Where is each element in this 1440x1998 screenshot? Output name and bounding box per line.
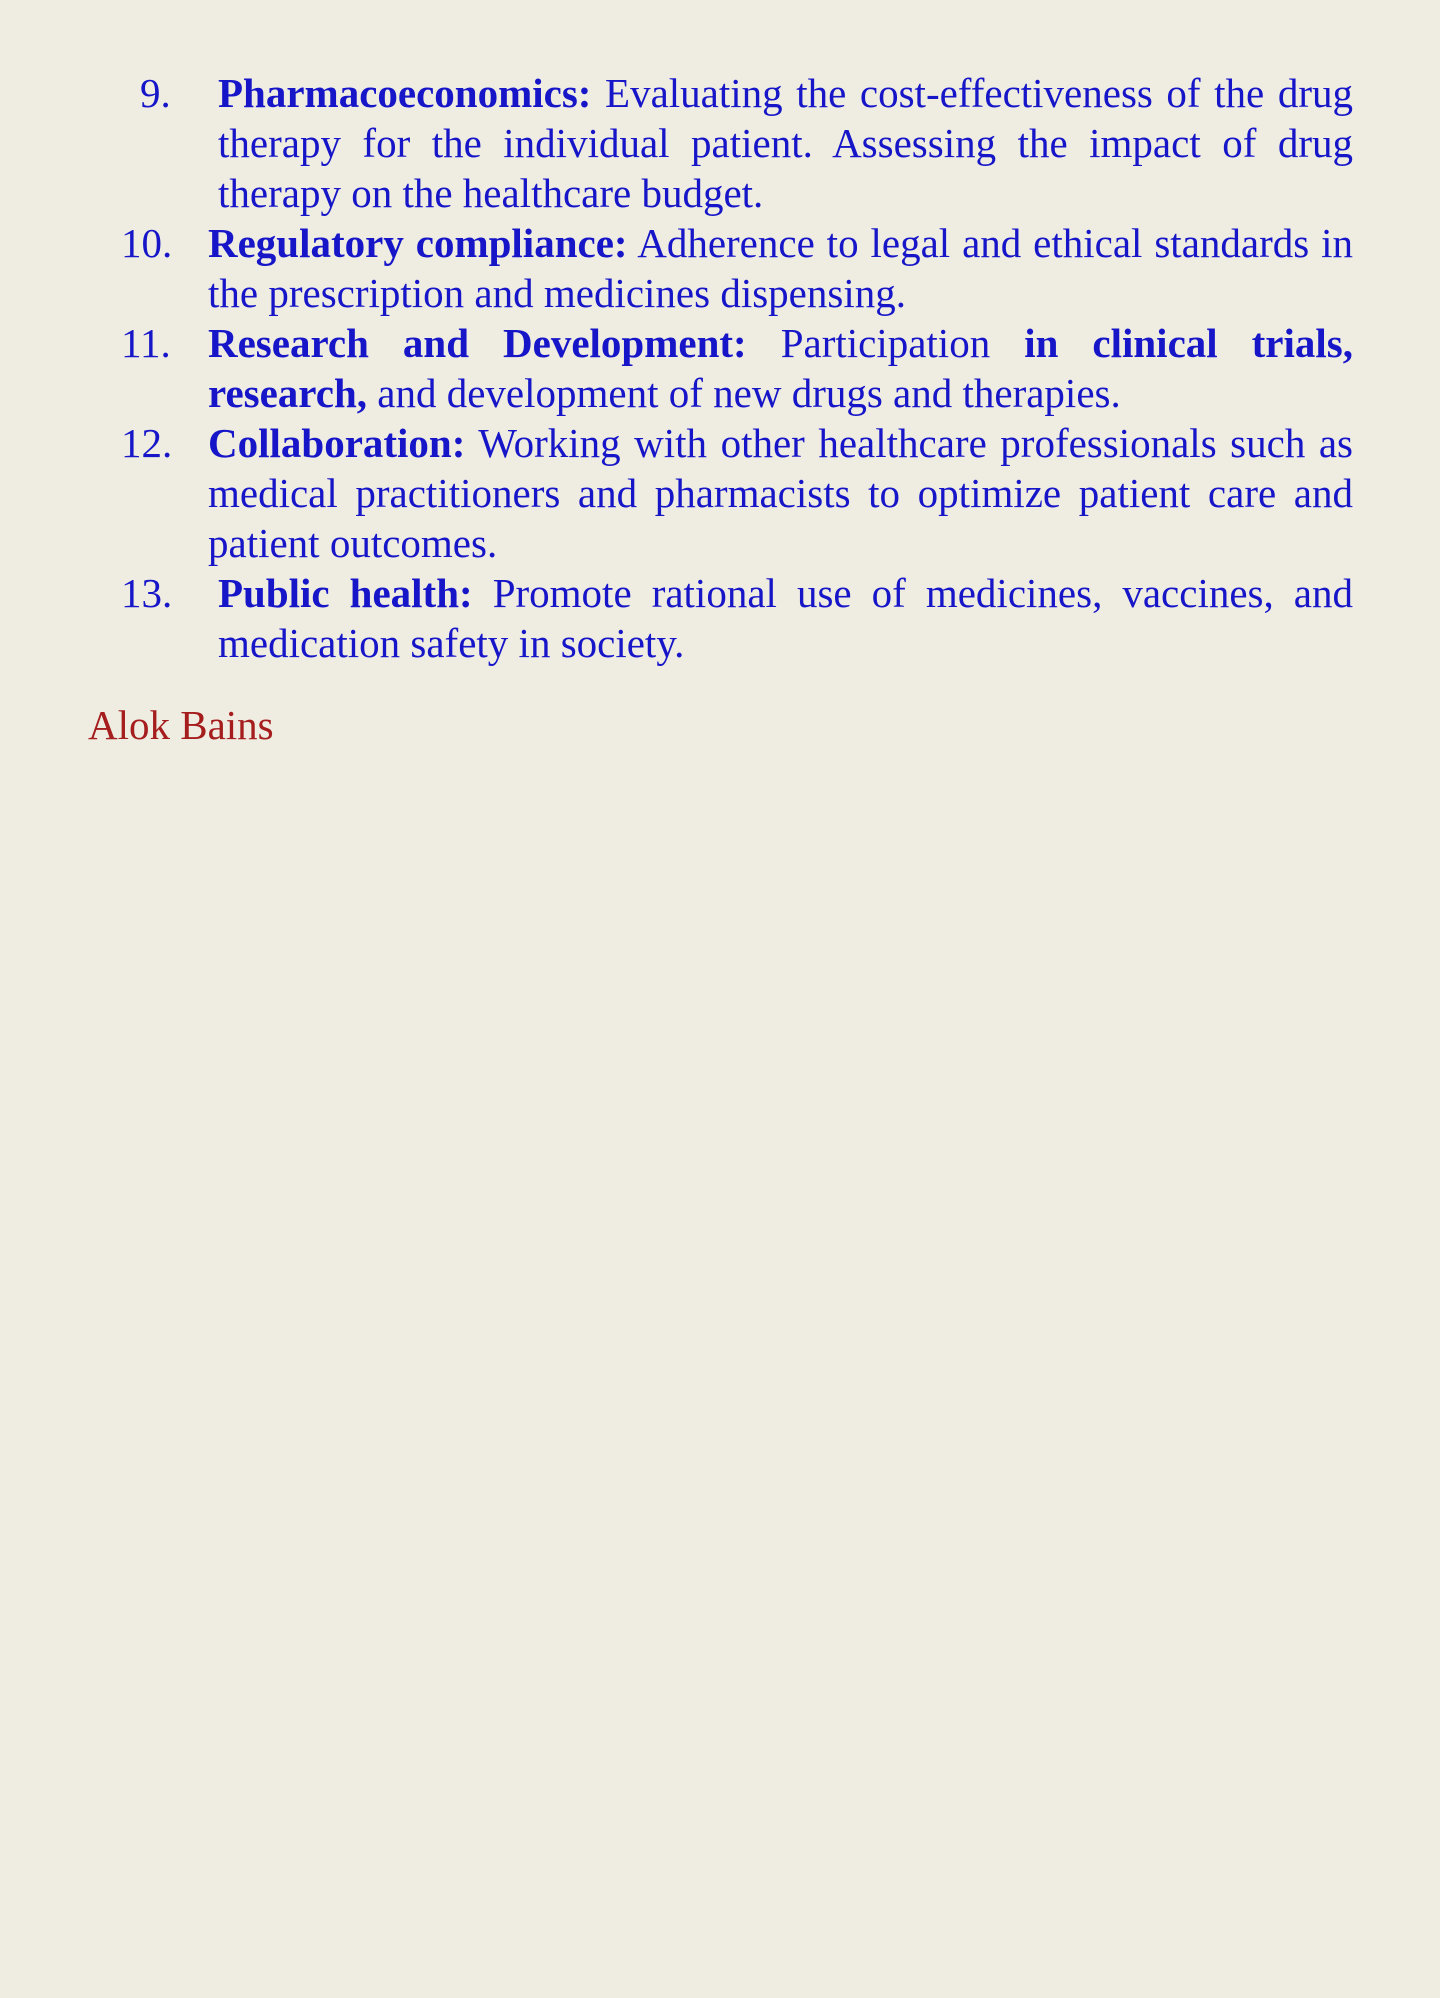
list-item-title: Research and Development: [208,320,747,366]
list-item-emphasis: in clinical trials, research, [208,320,1353,416]
list-item [0,68,1440,218]
list-item-title: Pharmacoeconomics: [218,70,592,116]
list-item [0,568,1440,668]
list-item-text: Evaluating the cost-effectiveness of the drug therapy for the individual patient. Assessing the impact of drug therapy on the healthcare budget. [218,70,1353,216]
list-item-number: 12. [121,420,173,466]
list-item-text: Adherence to legal and ethical standards in the prescription and medicines dispensing. [208,220,1353,316]
list-item-number: 9. [140,70,171,116]
list-item [0,418,1440,568]
list-item-text: Promote rational use of medicines, vaccines, and medication safety in society. [218,570,1353,666]
list-item-body [218,568,1353,668]
list-item-body [208,218,1353,318]
list-item-body [218,68,1353,218]
list-item-text-continued: and development of new drugs and therapies. [367,370,1121,416]
list-item-body [208,318,1353,418]
list-item-title: Regulatory compliance: [208,220,628,266]
list-item-number: 10. [121,220,173,266]
numbered-list [0,68,1440,668]
list-item-number: 13. [121,570,173,616]
list-item-text: Participation [746,320,1025,366]
list-item-title: Public health: [218,570,473,616]
list-item-title: Collaboration: [208,420,466,466]
list-item [0,218,1440,318]
list-item-body [208,418,1353,568]
list-item-text: Working with other healthcare professionals such as medical practitioners and pharmacists to optimize patient care and patient outcomes. [208,420,1353,566]
author-signature: Alok Bains [88,702,274,748]
list-item [0,318,1440,418]
list-item-number: 11. [121,320,171,366]
